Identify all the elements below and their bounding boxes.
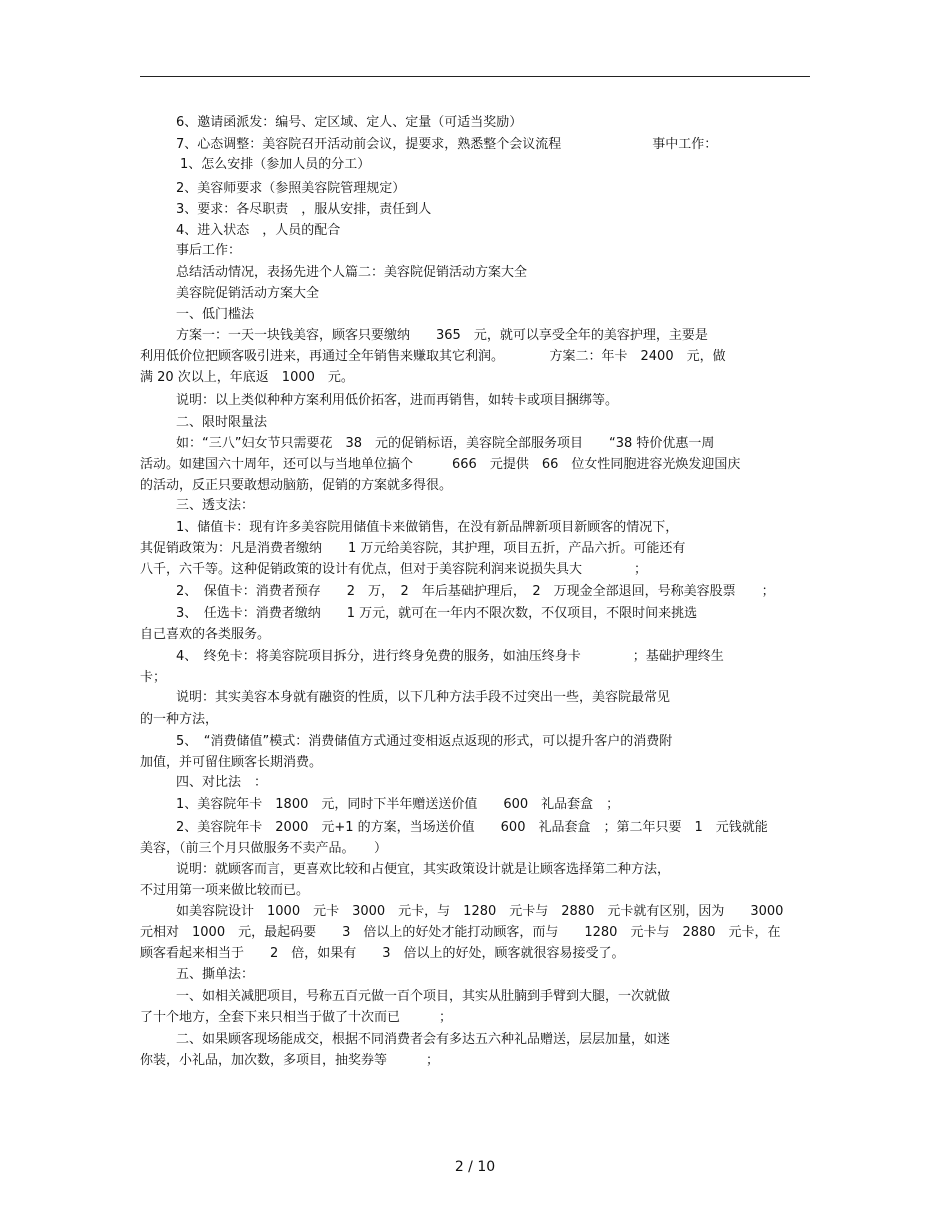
text-line: 1、怎么安排（参加人员的分工） [180, 157, 371, 172]
text-line: 卡； [140, 670, 167, 685]
text-line: 总结活动情况，表扬先进个人篇二：美容院促销活动方案大全 [176, 265, 528, 280]
text-line: 的一种方法， [140, 712, 219, 727]
text-line: 顾客看起来相当于 2 倍，如果有 3 倍以上的好处，顾客就很容易接受了。 [140, 946, 625, 961]
text-line: 6、邀请函派发：编号、定区域、定人、定量（可适当奖励） [176, 115, 523, 130]
text-line: 3、要求：各尽职责 ，服从安排，责任到人 [176, 202, 432, 217]
text-line: 加值，并可留住顾客长期消费。 [140, 755, 323, 770]
text-line: 2、美容师要求（参照美容院管理规定） [176, 181, 406, 196]
text-line: 5、 “消费储值”模式：消费储值方式通过变相返点返现的形式，可以提升客户的消费附 [176, 734, 673, 749]
text-line: 1、储值卡：现有许多美容院用储值卡来做销售，在没有新品牌新项目新顾客的情况下， [176, 520, 679, 535]
text-line: 其促销政策为：凡是消费者缴纳 1 万元给美容院，其护理，项目五折，产品六折。可能还有 [140, 541, 686, 556]
text-line: 五、撕单法： [176, 967, 255, 982]
text-line: 说明：以上类似种种方案利用低价拓客，进而再销售，如转卡或项目捆绑等。 [176, 393, 619, 408]
text-line: 如：“三八”妇女节只需要花 38 元的促销标语，美容院全部服务项目 “38 特价优惠一周 [176, 436, 715, 451]
text-line: 八千，六千等。这种促销政策的设计有优点，但对于美容院利润来说损失具大 ； [140, 562, 648, 577]
page-number: 2 / 10 [454, 1159, 496, 1175]
text-line: 二、如果顾客现场能成交，根据不同消费者会有多达五六种礼品赠送，层层加量，如迷 [176, 1032, 671, 1047]
text-line: 美容，（前三个月只做服务不卖产品。 ） [140, 841, 388, 856]
text-line: 的活动，反正只要敢想动脑筋，促销的方案就多得很。 [140, 478, 453, 493]
text-line: 1、美容院年卡 1800 元，同时下半年赠送送价值 600 礼品套盒 ； [176, 797, 620, 812]
text-line: 一、如相关减肥项目，号称五百元做一百个项目，其实从肚腩到手臂到大腿，一次就做 [176, 989, 671, 1004]
text-line: 美容院促销活动方案大全 [176, 286, 320, 301]
text-line: 不过用第一项来做比较而已。 [140, 883, 310, 898]
text-line: 你装，小礼品，加次数，多项目，抽奖券等 ； [140, 1053, 440, 1068]
text-line: 7、心态调整：美容院召开活动前会议，提要求，熟悉整个会议流程 事中工作： [176, 137, 718, 152]
text-line: 如美容院设计 1000 元卡 3000 元卡，与 1280 元卡与 2880 元卡就有区别，因为 3000 [176, 904, 784, 919]
text-line: 一、低门槛法 [176, 307, 255, 322]
text-line: 方案一：一天一块钱美容，顾客只要缴纳 365 元，就可以享受全年的美容护理，主要是 [176, 328, 708, 343]
text-line: 二、限时限量法 [176, 415, 268, 430]
text-line: 四、对比法 ： [176, 775, 268, 790]
text-line: 利用低价位把顾客吸引进来，再通过全年销售来赚取其它利润。 方案二：年卡 2400 元，做 [140, 349, 726, 364]
text-line: 说明：其实美容本身就有融资的性质，以下几种方法手段不过突出一些，美容院最常见 [176, 690, 671, 705]
text-line: 4、 终免卡：将美容院项目拆分，进行终身免费的服务，如油压终身卡 ；基础护理终生 [176, 649, 724, 664]
text-line: 满 20 次以上，年底返 1000 元。 [140, 370, 354, 385]
text-line: 事后工作： [176, 243, 242, 258]
text-line: 2、 保值卡：消费者预存 2 万， 2 年后基础护理后， 2 万现金全部退回，号称美容股票 ； [176, 584, 775, 599]
text-line: 了十个地方，全套下来只相当于做了十次而已 ； [140, 1010, 453, 1025]
text-line: 三、透支法： [176, 498, 255, 513]
text-line: 活动。如建国六十周年，还可以与当地单位搞个 666 元提供 66 位女性同胞进容光焕发迎国庆 [140, 457, 741, 472]
text-line: 自己喜欢的各类服务。 [140, 627, 271, 642]
text-line: 3、 任选卡：消费者缴纳 1 万元，就可在一年内不限次数，不仅项目，不限时间来挑选 [176, 606, 698, 621]
text-line: 2、美容院年卡 2000 元+1 的方案，当场送价值 600 礼品套盒 ；第二年只要 1 元钱就能 [176, 820, 768, 835]
text-line: 说明：就顾客而言，更喜欢比较和占便宜，其实政策设计就是让顾客选择第二种方法， [176, 862, 671, 877]
text-line: 元相对 1000 元，最起码要 3 倍以上的好处才能打动顾客，而与 1280 元卡与 2880 元卡，在 [140, 925, 781, 940]
text-line: 4、进入状态 ，人员的配合 [176, 223, 341, 238]
